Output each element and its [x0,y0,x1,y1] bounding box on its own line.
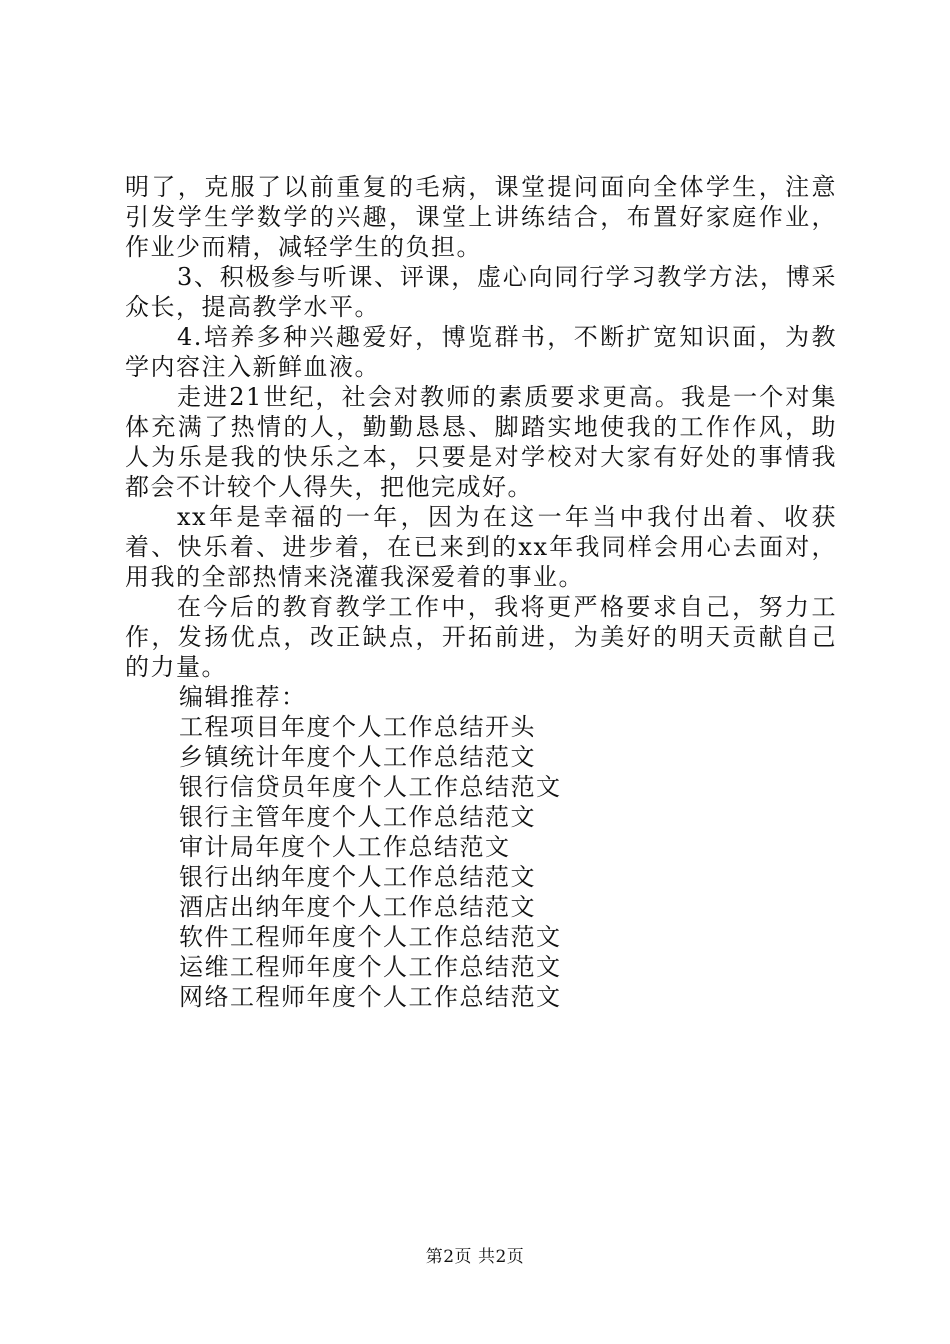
document-body [125,172,837,1012]
paragraph: 明了，克服了以前重复的毛病，课堂提问面向全体学生，注意引发学生学数学的兴趣，课堂上讲练结合，布置好家庭作业，作业少而精，减轻学生的负担。 [125,173,837,261]
page-number-footer: 第2页 共2页 [425,1247,525,1267]
recommendation-item: 银行出纳年度个人工作总结范文 [179,863,536,891]
recommendation-item: 审计局年度个人工作总结范文 [179,833,511,861]
paragraph: 4.培养多种兴趣爱好，博览群书，不断扩宽知识面，为教学内容注入新鲜血液。 [125,323,837,381]
paragraph: 3、积极参与听课、评课，虚心向同行学习教学方法，博采众长，提高教学水平。 [125,263,837,321]
paragraph: xx年是幸福的一年，因为在这一年当中我付出着、收获着、快乐着、进步着，在已来到的xx年我同样会用心去面对，用我的全部热情来浇灌我深爱着的事业。 [125,503,837,591]
recommendations-heading: 编辑推荐： [179,683,307,711]
recommendation-item: 工程项目年度个人工作总结开头 [179,713,536,741]
recommendations-list [125,712,837,1012]
paragraph: 在今后的教育教学工作中，我将更严格要求自己，努力工作，发扬优点，改正缺点，开拓前进，为美好的明天贡献自己的力量。 [125,593,837,681]
recommendation-item: 乡镇统计年度个人工作总结范文 [179,743,536,771]
recommendation-item: 银行信贷员年度个人工作总结范文 [179,773,562,801]
recommendation-item: 软件工程师年度个人工作总结范文 [179,923,562,951]
recommendation-item: 银行主管年度个人工作总结范文 [179,803,536,831]
paragraph: 走进21世纪，社会对教师的素质要求更高。我是一个对集体充满了热情的人，勤勤恳恳、脚踏实地使我的工作作风，助人为乐是我的快乐之本，只要是对学校对大家有好处的事情我都会不计较个人得失，把他完成好。 [125,383,837,501]
recommendation-item: 酒店出纳年度个人工作总结范文 [179,893,536,921]
recommendation-item: 网络工程师年度个人工作总结范文 [179,983,562,1011]
recommendation-item: 运维工程师年度个人工作总结范文 [179,953,562,981]
